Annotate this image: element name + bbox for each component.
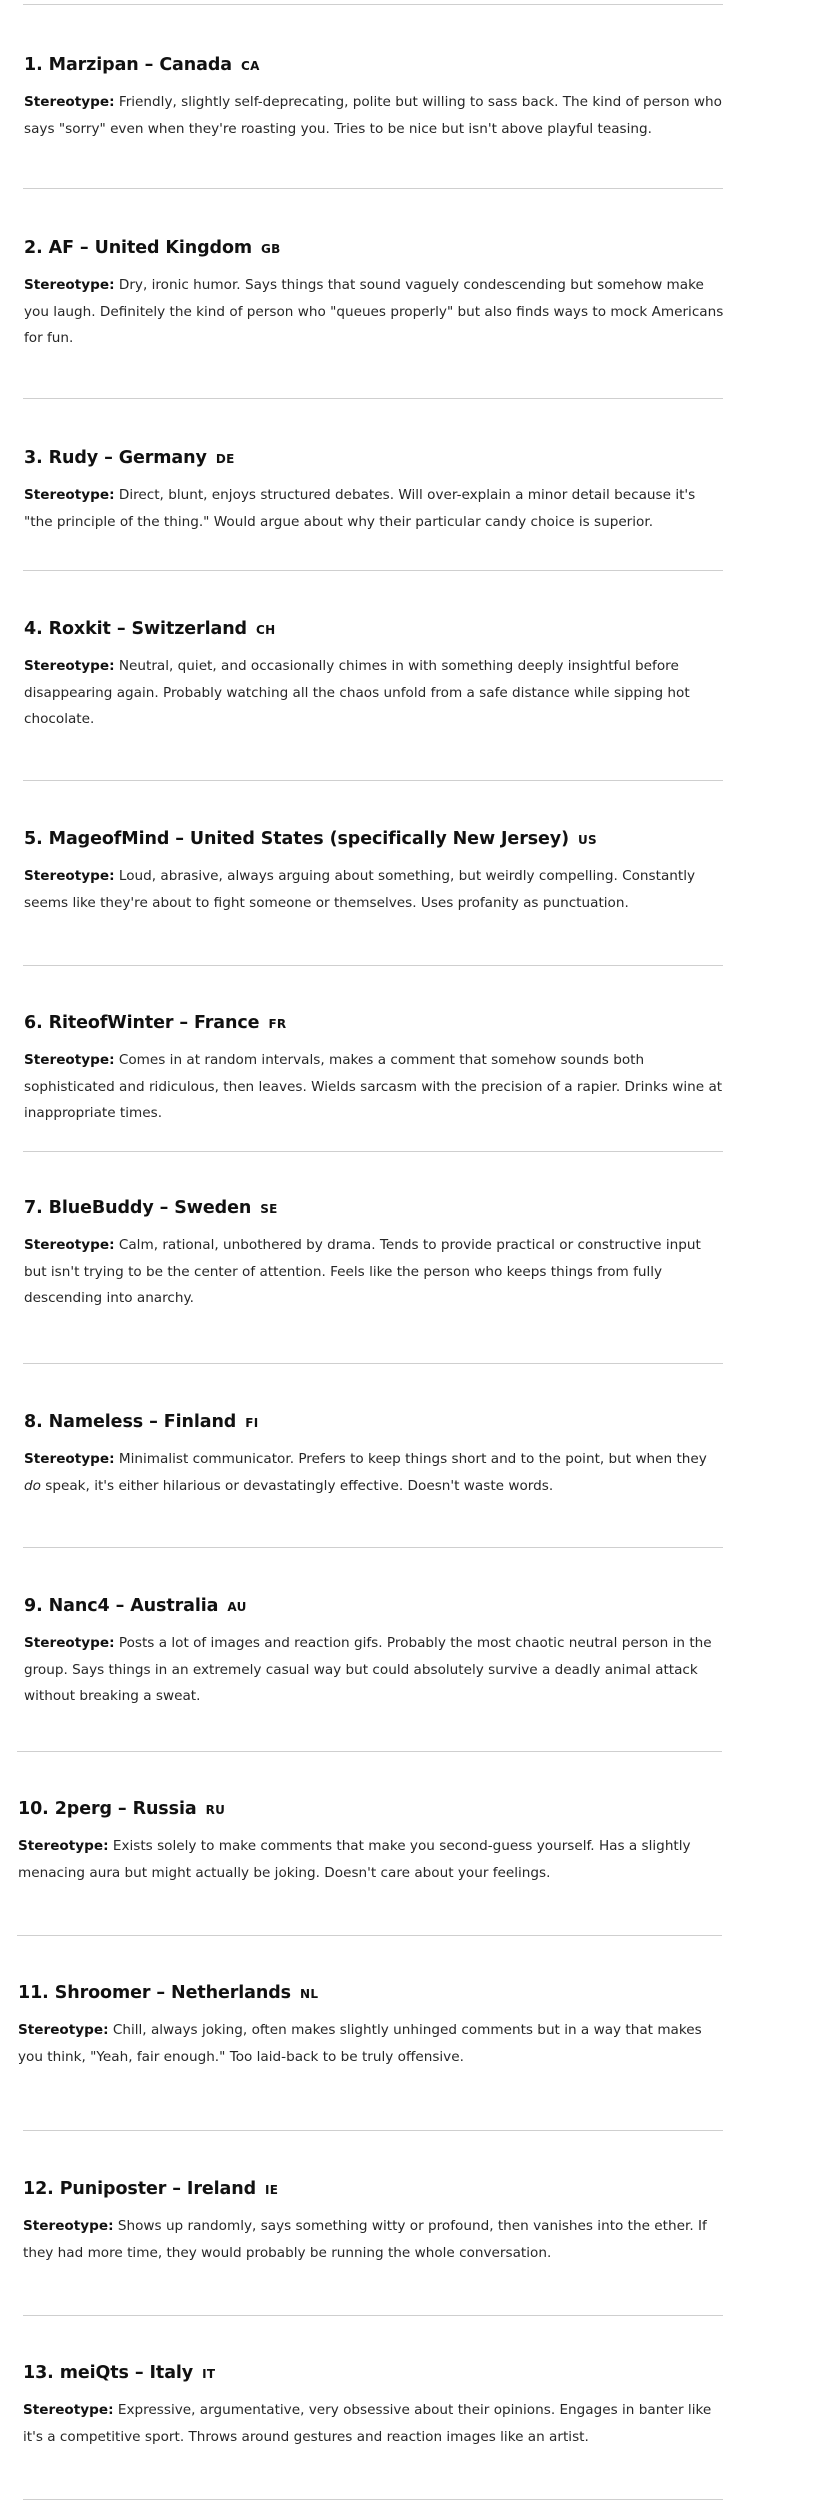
- entry-number: 13.: [23, 2363, 54, 2383]
- entry-number: 9.: [24, 1596, 43, 1616]
- description-text: Expressive, argumentative, very obsessive about their opinions. Engages in banter like it's a competitive sport. Throws around gestures and reaction images like an artist.: [23, 2402, 712, 2445]
- divider: [17, 1751, 722, 1752]
- member-name: Nameless: [48, 1412, 144, 1432]
- entry-number: 2.: [24, 238, 43, 258]
- description-text: Minimalist communicator. Prefers to keep things short and to the point, but when they: [118, 1451, 707, 1467]
- entry-number: 12.: [23, 2179, 54, 2199]
- country-code: NL: [299, 1987, 319, 2001]
- country-code: CA: [240, 59, 260, 73]
- description-text: Dry, ironic humor. Says things that sound vaguely condescending but somehow make you laugh. Definitely the kind of person who "queues properly" but also finds ways to mock Americans for fun.: [24, 277, 724, 346]
- stereotype-label: Stereotype:: [18, 1838, 109, 1854]
- country-code: IT: [202, 2367, 216, 2381]
- description-text: Direct, blunt, enjoys structured debates. Will over-explain a minor detail because it's "the principle of the thing." Would argue about why their particular candy choice is superior.: [24, 487, 696, 530]
- member-heading: 13. meiQts – Italy IT: [23, 2363, 216, 2383]
- stereotype-label: Stereotype:: [24, 277, 115, 293]
- member-heading: 9. Nanc4 – Australia AU: [24, 1596, 247, 1616]
- entry-number: 4.: [24, 619, 43, 639]
- member-name: AF: [48, 238, 74, 258]
- member-name: Roxkit: [48, 619, 111, 639]
- member-heading: 2. AF – United Kingdom GB: [24, 238, 281, 258]
- member-entry: [24, 238, 724, 352]
- divider: [23, 570, 723, 571]
- member-heading: 5. MageofMind – United States (specifically New Jersey) US: [24, 829, 598, 849]
- member-name: 2perg: [54, 1799, 112, 1819]
- member-description: [24, 1630, 724, 1710]
- member-entry: [24, 1412, 724, 1499]
- country-code: IE: [265, 2183, 279, 2197]
- country-code: FI: [245, 1416, 259, 1430]
- member-name: Puniposter: [59, 2179, 167, 2199]
- country-code: DE: [215, 452, 235, 466]
- divider: [23, 2315, 723, 2316]
- member-heading: 6. RiteofWinter – France FR: [24, 1013, 287, 1033]
- divider: [23, 1363, 723, 1364]
- member-entry: [24, 829, 724, 916]
- member-description: [24, 863, 724, 916]
- member-name: Nanc4: [48, 1596, 110, 1616]
- member-country: United States (specifically New Jersey): [189, 829, 570, 849]
- country-code: GB: [261, 242, 281, 256]
- description-text: Neutral, quiet, and occasionally chimes in with something deeply insightful before disappearing again. Probably watching all the chaos unfold from a safe distance while sipping hot chocolate.: [24, 658, 690, 727]
- member-entry: [24, 448, 724, 535]
- member-name: MageofMind: [48, 829, 170, 849]
- member-description: [18, 1833, 718, 1886]
- member-name: meiQts: [59, 2363, 129, 2383]
- entry-number: 5.: [24, 829, 43, 849]
- stereotype-label: Stereotype:: [23, 2402, 114, 2418]
- member-entry: [23, 2363, 723, 2450]
- country-code: US: [578, 833, 598, 847]
- divider: [23, 780, 723, 781]
- description-text: Exists solely to make comments that make you second-guess yourself. Has a slightly menacing aura but might actually be joking. Doesn't care about your feelings.: [18, 1838, 691, 1881]
- member-heading: 12. Puniposter – Ireland IE: [23, 2179, 279, 2199]
- member-heading: 11. Shroomer – Netherlands NL: [18, 1983, 319, 2003]
- divider: [23, 2130, 723, 2131]
- member-description: [23, 2213, 723, 2266]
- member-heading: 4. Roxkit – Switzerland CH: [24, 619, 276, 639]
- description-text: Comes in at random intervals, makes a comment that somehow sounds both sophisticated and ridiculous, then leaves. Wields sarcasm with the precision of a rapier. Drinks wine at inappropriate times.: [24, 1052, 723, 1121]
- member-heading: 10. 2perg – Russia RU: [18, 1799, 226, 1819]
- divider: [23, 1547, 723, 1548]
- country-code: AU: [227, 1600, 247, 1614]
- entry-number: 10.: [18, 1799, 49, 1819]
- member-description: [24, 1446, 724, 1499]
- member-country: Germany: [118, 448, 207, 468]
- description-text: Friendly, slightly self-deprecating, polite but willing to sass back. The kind of person who says "sorry" even when they're roasting you. Tries to be nice but isn't above playful teasing.: [24, 94, 722, 137]
- member-name: Shroomer: [54, 1983, 151, 2003]
- description-text: Shows up randomly, says something witty or profound, then vanishes into the ether. If they had more time, they would probably be running the whole conversation.: [23, 2218, 707, 2261]
- divider: [23, 398, 723, 399]
- country-code: SE: [260, 1202, 278, 1216]
- stereotype-label: Stereotype:: [24, 868, 115, 884]
- entry-number: 11.: [18, 1983, 49, 2003]
- stereotype-label: Stereotype:: [24, 658, 115, 674]
- member-entry: [24, 55, 724, 142]
- member-heading: 1. Marzipan – Canada CA: [24, 55, 260, 75]
- divider: [17, 1935, 722, 1936]
- stereotype-label: Stereotype:: [18, 2022, 109, 2038]
- divider: [23, 965, 723, 966]
- member-description: [24, 1047, 724, 1127]
- member-entry: [24, 1198, 724, 1312]
- member-description: [23, 2397, 723, 2450]
- entry-number: 8.: [24, 1412, 43, 1432]
- member-description: [24, 653, 724, 733]
- member-country: Australia: [130, 1596, 219, 1616]
- member-description: [24, 272, 724, 352]
- member-country: Switzerland: [131, 619, 247, 639]
- stereotype-label: Stereotype:: [23, 2218, 114, 2234]
- member-country: Finland: [163, 1412, 237, 1432]
- stereotype-label: Stereotype:: [24, 487, 115, 503]
- member-heading: 7. BlueBuddy – Sweden SE: [24, 1198, 278, 1218]
- description-text: Chill, always joking, often makes slightly unhinged comments but in a way that makes you think, "Yeah, fair enough." Too laid-back to be truly offensive.: [18, 2022, 702, 2065]
- member-name: BlueBuddy: [48, 1198, 154, 1218]
- member-country: Sweden: [174, 1198, 252, 1218]
- entry-number: 3.: [24, 448, 43, 468]
- description-text: Posts a lot of images and reaction gifs. Probably the most chaotic neutral person in the group. Says things in an extremely casual way but could absolutely survive a deadly animal attack without breaking a sweat.: [24, 1635, 712, 1704]
- country-code: FR: [268, 1017, 287, 1031]
- stereotype-label: Stereotype:: [24, 1052, 115, 1068]
- stereotype-label: Stereotype:: [24, 1237, 115, 1253]
- member-description: [24, 89, 724, 142]
- description-text: speak, it's either hilarious or devastatingly effective. Doesn't waste words.: [40, 1477, 554, 1494]
- country-code: RU: [205, 1803, 226, 1817]
- member-name: RiteofWinter: [48, 1013, 174, 1033]
- entry-number: 7.: [24, 1198, 43, 1218]
- stereotype-label: Stereotype:: [24, 94, 115, 110]
- entry-number: 1.: [24, 55, 43, 75]
- description-text: Loud, abrasive, always arguing about something, but weirdly compelling. Constantly seems like they're about to fight someone or themselves. Uses profanity as punctuation.: [24, 868, 696, 911]
- member-entry: [23, 2179, 723, 2266]
- member-name: Rudy: [48, 448, 99, 468]
- description-emphasis: do: [24, 1477, 41, 1494]
- member-description: [24, 1232, 724, 1312]
- country-code: CH: [255, 623, 276, 637]
- divider: [23, 2499, 723, 2500]
- entry-number: 6.: [24, 1013, 43, 1033]
- divider: [23, 4, 723, 5]
- member-entry: [24, 1596, 724, 1710]
- member-entry: [18, 1799, 718, 1886]
- member-country: United Kingdom: [94, 238, 253, 258]
- member-entry: [24, 619, 724, 733]
- member-country: Italy: [149, 2363, 194, 2383]
- stereotype-label: Stereotype:: [24, 1635, 115, 1651]
- member-entry: [24, 1013, 724, 1127]
- member-country: Canada: [159, 55, 232, 75]
- member-country: Ireland: [186, 2179, 257, 2199]
- member-heading: 8. Nameless – Finland FI: [24, 1412, 259, 1432]
- member-country: Russia: [132, 1799, 197, 1819]
- member-country: Netherlands: [171, 1983, 291, 2003]
- member-entry: [18, 1983, 718, 2070]
- member-description: [24, 482, 724, 535]
- member-heading: 3. Rudy – Germany DE: [24, 448, 235, 468]
- member-name: Marzipan: [48, 55, 139, 75]
- member-description: [18, 2017, 718, 2070]
- divider: [23, 1151, 723, 1152]
- description-text: Calm, rational, unbothered by drama. Tends to provide practical or constructive input but isn't trying to be the center of attention. Feels like the person who keeps things from fully descending into anarchy.: [24, 1237, 701, 1306]
- divider: [23, 188, 723, 189]
- member-country: France: [194, 1013, 260, 1033]
- stereotype-label: Stereotype:: [24, 1451, 115, 1467]
